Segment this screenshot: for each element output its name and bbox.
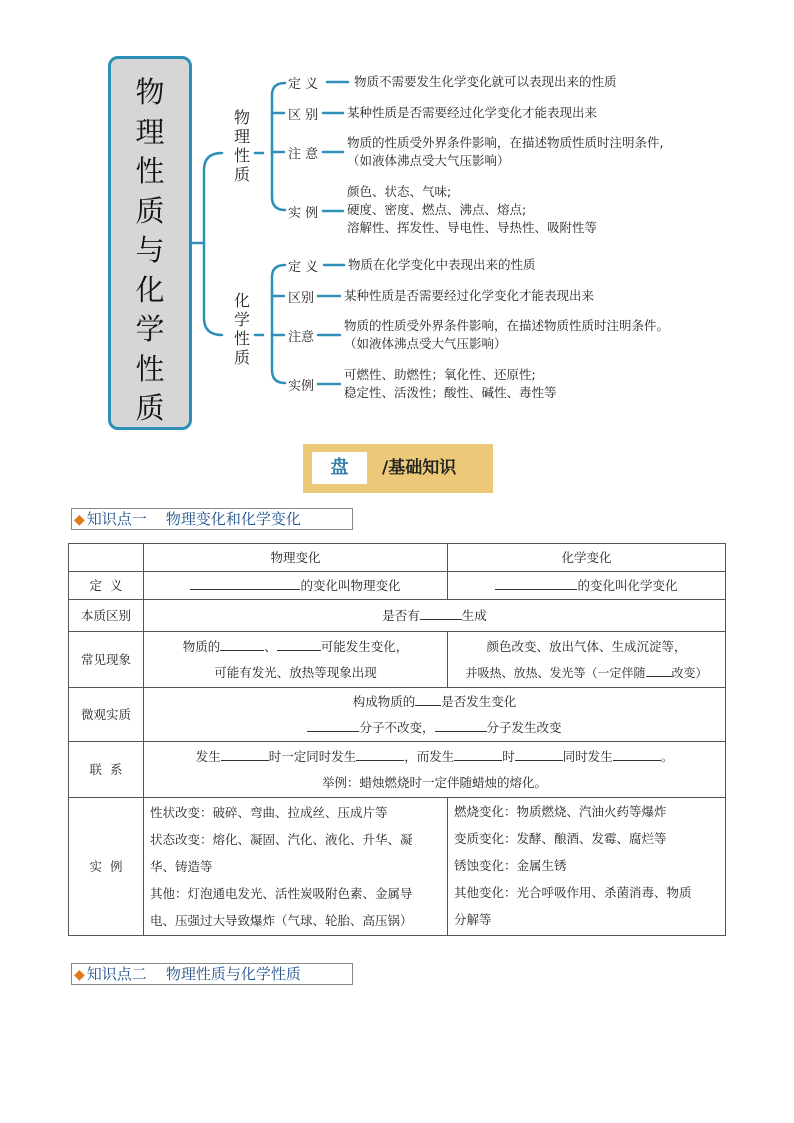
physical-note-label: 注 意 [288, 147, 319, 162]
row-label-examples: 实 例 [69, 798, 144, 936]
chemical-difference-text: 某种性质是否需要经过化学变化才能表现出来 [344, 288, 595, 303]
micro-essence-cell: 构成物质的 是否发生变化 分子不改变， 分子发生改变 [144, 688, 726, 742]
physical-property-title: 物 理 性 质 [233, 108, 250, 184]
link-cell: 发生 时一定同时发生 ，而发生 时 同时发生 。 举例：蜡烛燃烧时一定伴随蜡烛的熔化。 [144, 742, 726, 798]
physical-note-text: 物质的性质受外界条件影响，在描述物质性质时注明条件, （如液体沸点受大气压影响） [347, 135, 664, 168]
chemical-example-label: 实例 [288, 379, 315, 394]
knowledge-table [68, 543, 726, 936]
table-row-phenomena [69, 632, 726, 688]
chemical-difference-label: 区别 [288, 291, 315, 306]
diamond-icon: ◆ [74, 967, 85, 983]
answer-blank[interactable] [435, 717, 487, 732]
table-row-micro [69, 688, 726, 742]
table-row-examples [69, 798, 726, 936]
answer-blank[interactable] [454, 746, 502, 761]
header-chemical-change: 化学变化 [448, 544, 726, 572]
chemical-example-text: 可燃性、助燃性；氧化性、还原性; 稳定性、活泼性；酸性、碱性、毒性等 [344, 367, 557, 400]
row-label-link: 联 系 [69, 742, 144, 798]
header-physical-change: 物理变化 [144, 544, 448, 572]
answer-blank[interactable] [420, 605, 462, 620]
row-label-essence: 本质区别 [69, 600, 144, 632]
chemical-definition-cell: 的变化叫化学变化 [448, 572, 726, 600]
answer-blank[interactable] [190, 575, 300, 590]
basic-knowledge-banner [303, 444, 493, 493]
answer-blank[interactable] [415, 691, 441, 706]
physical-difference-text: 某种性质是否需要经过化学变化才能表现出来 [347, 105, 598, 120]
physical-example-label: 实 例 [288, 206, 319, 221]
diamond-icon: ◆ [74, 512, 85, 528]
row-label-phenomena: 常见现象 [69, 632, 144, 688]
table-row-link [69, 742, 726, 798]
chemical-phenomena-cell: 颜色改变、放出气体、生成沉淀等， 并吸热、放热、发光等（一定伴随 改变） [448, 632, 726, 688]
row-label-micro: 微观实质 [69, 688, 144, 742]
chemical-definition-text: 物质在化学变化中表现出来的性质 [348, 257, 536, 272]
banner-title: /基础知识 [382, 458, 457, 478]
section-heading-1-text: 知识点一 物理变化和化学变化 [86, 510, 301, 528]
answer-blank[interactable] [515, 746, 563, 761]
physical-definition-text: 物质不需要发生化学变化就可以表现出来的性质 [354, 74, 617, 89]
physical-example-text: 颜色、状态、气味; 硬度、密度、燃点、沸点、熔点; 溶解性、挥发性、导电性、导热性、吸附性等 [347, 184, 598, 235]
banner-icon-text: 盘 [330, 457, 349, 478]
table-header-row [69, 544, 726, 572]
chemical-note-text: 物质的性质受外界条件影响，在描述物质性质时注明条件。 （如液体沸点受大气压影响） [344, 318, 670, 351]
central-topic-box [108, 56, 192, 430]
table-row-essence [69, 600, 726, 632]
chemical-property-title: 化 学 性 质 [233, 291, 250, 367]
physical-examples-cell: 性状改变：破碎、弯曲、拉成丝、压成片等 状态改变：熔化、凝固、汽化、液化、升华、凝 华、铸造等 其他：灯泡通电发光、活性炭吸附色素、金属导 电、压强过大导致爆炸（气球、轮胎、高压锅） [144, 798, 448, 936]
answer-blank[interactable] [307, 717, 359, 732]
table-row-definition [69, 572, 726, 600]
chemical-examples-cell: 燃烧变化：物质燃烧、汽油火药等爆炸 变质变化：发酵、酿酒、发霉、腐烂等 锈蚀变化：金属生锈 其他变化：光合呼吸作用、杀菌消毒、物质 分解等 [448, 798, 726, 936]
answer-blank[interactable] [613, 746, 661, 761]
answer-blank[interactable] [220, 636, 264, 651]
central-topic-text: 物 理 性 质 与 化 学 性 质 [135, 75, 165, 425]
physical-definition-label: 定 义 [288, 77, 319, 92]
physical-phenomena-cell: 物质的 、 可能发生变化， 可能有发光、放热等现象出现 [144, 632, 448, 688]
answer-blank[interactable] [221, 746, 269, 761]
link-example: 举例：蜡烛燃烧时一定伴随蜡烛的熔化。 [321, 774, 547, 790]
physical-difference-label: 区 别 [288, 108, 319, 123]
row-label-definition: 定 义 [69, 572, 144, 600]
chemical-definition-label: 定 义 [288, 260, 319, 275]
answer-blank[interactable] [356, 746, 404, 761]
section-heading-2 [71, 963, 353, 985]
chemical-note-label: 注意 [288, 330, 315, 345]
answer-blank[interactable] [277, 636, 321, 651]
physical-definition-cell: 的变化叫物理变化 [144, 572, 448, 600]
essence-cell: 是否有 生成 [144, 600, 726, 632]
answer-blank[interactable] [495, 575, 577, 590]
answer-blank[interactable] [646, 662, 672, 677]
section-heading-1 [71, 508, 353, 530]
section-heading-2-text: 知识点二 物理性质与化学性质 [86, 965, 301, 983]
